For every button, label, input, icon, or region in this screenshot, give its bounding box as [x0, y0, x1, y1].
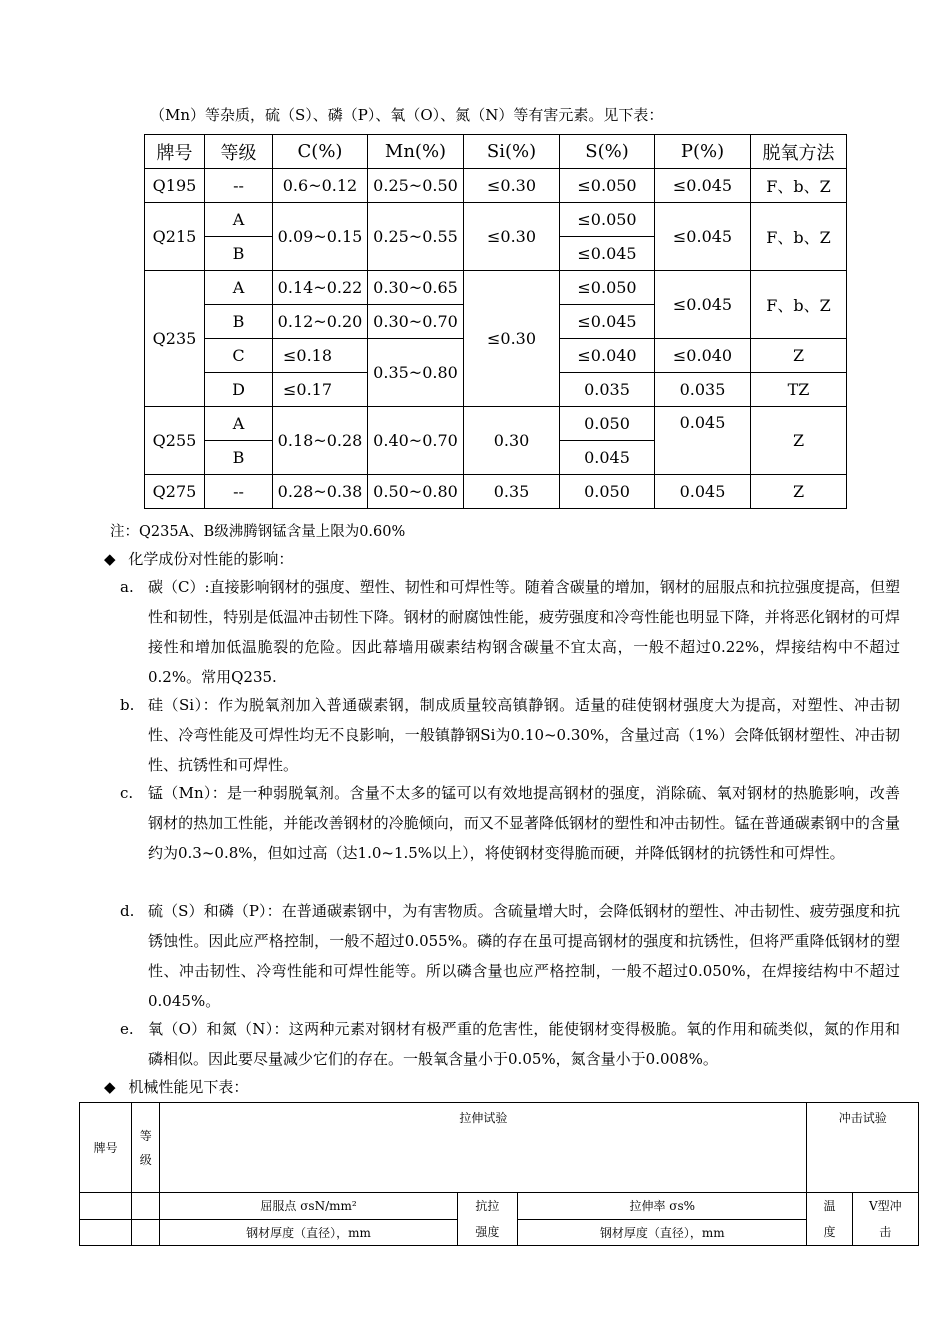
list-item-label: c.	[120, 784, 134, 802]
mn-cell: 0.50~0.80	[368, 475, 464, 509]
header-si: Si(%)	[464, 135, 560, 169]
list-item-label: b.	[120, 696, 135, 714]
table-row	[145, 169, 847, 203]
table-row	[145, 407, 847, 441]
tensile-strength-header	[457, 1193, 517, 1246]
mn-cell: 0.30~0.65	[368, 271, 464, 305]
blank-cell	[132, 1219, 160, 1246]
mn-cell: 0.25~0.50	[368, 169, 464, 203]
c-cell: 0.09~0.15	[273, 203, 368, 271]
strength-line2: 强度	[475, 1225, 500, 1239]
brand-cell: Q235	[145, 271, 205, 407]
grade-cell: B	[205, 237, 273, 271]
p-cell: ≤0.045	[655, 203, 751, 271]
si-cell: 0.35	[464, 475, 560, 509]
header-p: P(%)	[655, 135, 751, 169]
s-cell: ≤0.050	[560, 271, 655, 305]
deox-cell: F、b、Z	[751, 203, 847, 271]
s-cell: ≤0.050	[560, 169, 655, 203]
s-cell: 0.035	[560, 373, 655, 407]
header-c: C(%)	[273, 135, 368, 169]
s-cell: 0.050	[560, 475, 655, 509]
thickness-header: 钢材厚度（直径），mm	[518, 1219, 807, 1246]
header-deox: 脱氧方法	[751, 135, 847, 169]
chemical-composition-table	[144, 134, 847, 509]
grade-header-line1: 等	[139, 1128, 152, 1143]
yield-point-header: 屈服点 σsN/mm²	[160, 1193, 457, 1220]
list-item-label: d.	[120, 902, 135, 920]
c-cell: ≤0.18	[273, 339, 368, 373]
list-item-text: 碳（C）:直接影响钢材的强度、塑性、韧性和可焊性等。随着含碳量的增加，钢材的屈服点和抗拉强度提高，但塑性和韧性，特别是低温冲击韧性下降。钢材的耐腐蚀性能，疲劳强度和冷弯性能也明显下降，并将恶化钢材的可焊接性和增加低温脆裂的危险。因此幕墙用碳素结构钢含碳量不宜太高，一般不超过0.22%，焊接结构中不超过0.2%。常用Q235.	[148, 578, 900, 686]
grade-cell: A	[205, 203, 273, 237]
brand-cell: Q255	[145, 407, 205, 475]
c-cell: 0.12~0.20	[273, 305, 368, 339]
c-cell: 0.6~0.12	[273, 169, 368, 203]
brand-cell: Q195	[145, 169, 205, 203]
grade-cell: --	[205, 169, 273, 203]
blank-cell	[80, 1219, 132, 1246]
blank-cell	[80, 1193, 132, 1220]
bullet-chemical-label: 化学成份对性能的影响：	[128, 550, 294, 568]
deox-cell: F、b、Z	[751, 271, 847, 339]
temp-line2: 度	[823, 1225, 836, 1239]
mn-cell: 0.30~0.70	[368, 305, 464, 339]
bullet-mechanical	[104, 1076, 248, 1097]
si-cell: ≤0.30	[464, 169, 560, 203]
deox-cell: Z	[751, 407, 847, 475]
header-grade: 等级	[205, 135, 273, 169]
table-note: 注：Q235A、B级沸腾钢锰含量上限为0.60%	[110, 524, 406, 540]
list-item	[120, 572, 900, 692]
s-cell: ≤0.040	[560, 339, 655, 373]
p-cell: ≤0.045	[655, 271, 751, 339]
bullet-chemical	[104, 548, 293, 569]
bullet-mechanical-label: 机械性能见下表：	[128, 1078, 249, 1096]
brand-header-label: 牌号	[93, 1141, 118, 1155]
list-item	[120, 690, 900, 780]
list-item-text: 硫（S）和磷（P）：在普通碳素钢中，为有害物质。含硫量增大时，会降低钢材的塑性、冲击韧性、疲劳强度和抗锈蚀性。因此应严格控制，一般不超过0.055%。磷的存在虽可提高钢材的强度和抗锈性，但将严重降低钢材的塑性、冲击韧性、冷弯性能和可焊性能等。所以磷含量也应严格控制，一般不超过0.050%，在焊接结构中不超过0.045%。	[148, 902, 900, 1010]
p-cell: 0.045	[655, 475, 751, 509]
diamond-bullet-icon: ◆	[104, 1078, 116, 1096]
mn-cell: 0.40~0.70	[368, 407, 464, 475]
grade-cell: C	[205, 339, 273, 373]
header-mn: Mn(%)	[368, 135, 464, 169]
mechanical-properties-table	[79, 1102, 919, 1246]
temp-line1: 温	[823, 1199, 836, 1213]
grade-cell: D	[205, 373, 273, 407]
table-header-row	[80, 1103, 919, 1193]
header-brand: 牌号	[145, 135, 205, 169]
brand-cell: Q215	[145, 203, 205, 271]
thickness-header: 钢材厚度（直径），mm	[160, 1219, 457, 1246]
brand-header	[80, 1103, 132, 1193]
s-cell: ≤0.045	[560, 237, 655, 271]
p-cell: ≤0.045	[655, 169, 751, 203]
diamond-bullet-icon: ◆	[104, 550, 116, 568]
grade-header-line2: 级	[139, 1152, 152, 1167]
intro-text: （Mn）等杂质，硫（S）、磷（P）、氧（O）、氮（N）等有害元素。见下表：	[150, 106, 664, 124]
list-item-text: 氧（O）和氮（N）：这两种元素对钢材有极严重的危害性，能使钢材变得极脆。氧的作用和硫类似，氮的作用和磷相似。因此要尽量减少它们的存在。一般氧含量小于0.05%，氮含量小于0.008%。	[148, 1020, 900, 1068]
list-item-text: 锰（Mn）：是一种弱脱氧剂。含量不太多的锰可以有效地提高钢材的强度，消除硫、氧对钢材的热脆影响，改善钢材的热加工性能，并能改善钢材的冷脆倾向，而又不显著降低钢材的塑性和冲击韧性。锰在普通碳素钢中的含量约为0.3~0.8%，但如过高（达1.0~1.5%以上），将使钢材变得脆而硬，并降低钢材的抗锈性和可焊性。	[148, 784, 900, 862]
table-row	[145, 203, 847, 237]
c-cell: ≤0.17	[273, 373, 368, 407]
list-item	[120, 1014, 900, 1074]
s-cell: 0.045	[560, 441, 655, 475]
elongation-header: 拉伸率 σs%	[518, 1193, 807, 1220]
grade-header	[132, 1103, 160, 1193]
si-cell: ≤0.30	[464, 203, 560, 271]
grade-cell: B	[205, 441, 273, 475]
header-s: S(%)	[560, 135, 655, 169]
mn-cell: 0.25~0.55	[368, 203, 464, 271]
vnotch-line1: V型冲	[868, 1199, 902, 1213]
temperature-header	[807, 1193, 852, 1246]
grade-cell: B	[205, 305, 273, 339]
list-item-label: e.	[120, 1020, 134, 1038]
c-cell: 0.28~0.38	[273, 475, 368, 509]
impact-test-header: 冲击试验	[807, 1103, 919, 1193]
tensile-test-header: 拉伸试验	[160, 1103, 807, 1193]
list-item-label: a.	[120, 578, 134, 596]
table-row	[145, 271, 847, 305]
deox-cell: F、b、Z	[751, 169, 847, 203]
p-cell: 0.045	[655, 407, 751, 475]
deox-cell: TZ	[751, 373, 847, 407]
c-cell: 0.14~0.22	[273, 271, 368, 305]
table-header-row	[145, 135, 847, 169]
vnotch-line2: 击	[879, 1225, 892, 1239]
table-row	[145, 475, 847, 509]
table-row	[80, 1193, 919, 1220]
s-cell: ≤0.050	[560, 203, 655, 237]
p-cell: ≤0.040	[655, 339, 751, 373]
deox-cell: Z	[751, 475, 847, 509]
mn-cell: 0.35~0.80	[368, 339, 464, 407]
s-cell: 0.050	[560, 407, 655, 441]
brand-cell: Q275	[145, 475, 205, 509]
blank-cell	[132, 1193, 160, 1220]
p-cell: 0.035	[655, 373, 751, 407]
v-notch-impact-header	[852, 1193, 918, 1246]
deox-cell: Z	[751, 339, 847, 373]
grade-cell: --	[205, 475, 273, 509]
list-item	[120, 896, 900, 1016]
strength-line1: 抗拉	[475, 1199, 500, 1213]
grade-cell: A	[205, 271, 273, 305]
si-cell: 0.30	[464, 407, 560, 475]
list-item-text: 硅（Si）：作为脱氧剂加入普通碳素钢，制成质量较高镇静钢。适量的硅使钢材强度大为提高，对塑性、冲击韧性、冷弯性能及可焊性均无不良影响，一般镇静钢Si为0.10~0.30%，含量过高（1%）会降低钢材塑性、冲击韧性、抗锈性和可焊性。	[148, 696, 900, 774]
c-cell: 0.18~0.28	[273, 407, 368, 475]
s-cell: ≤0.045	[560, 305, 655, 339]
list-item	[120, 778, 900, 868]
si-cell: ≤0.30	[464, 271, 560, 407]
grade-cell: A	[205, 407, 273, 441]
